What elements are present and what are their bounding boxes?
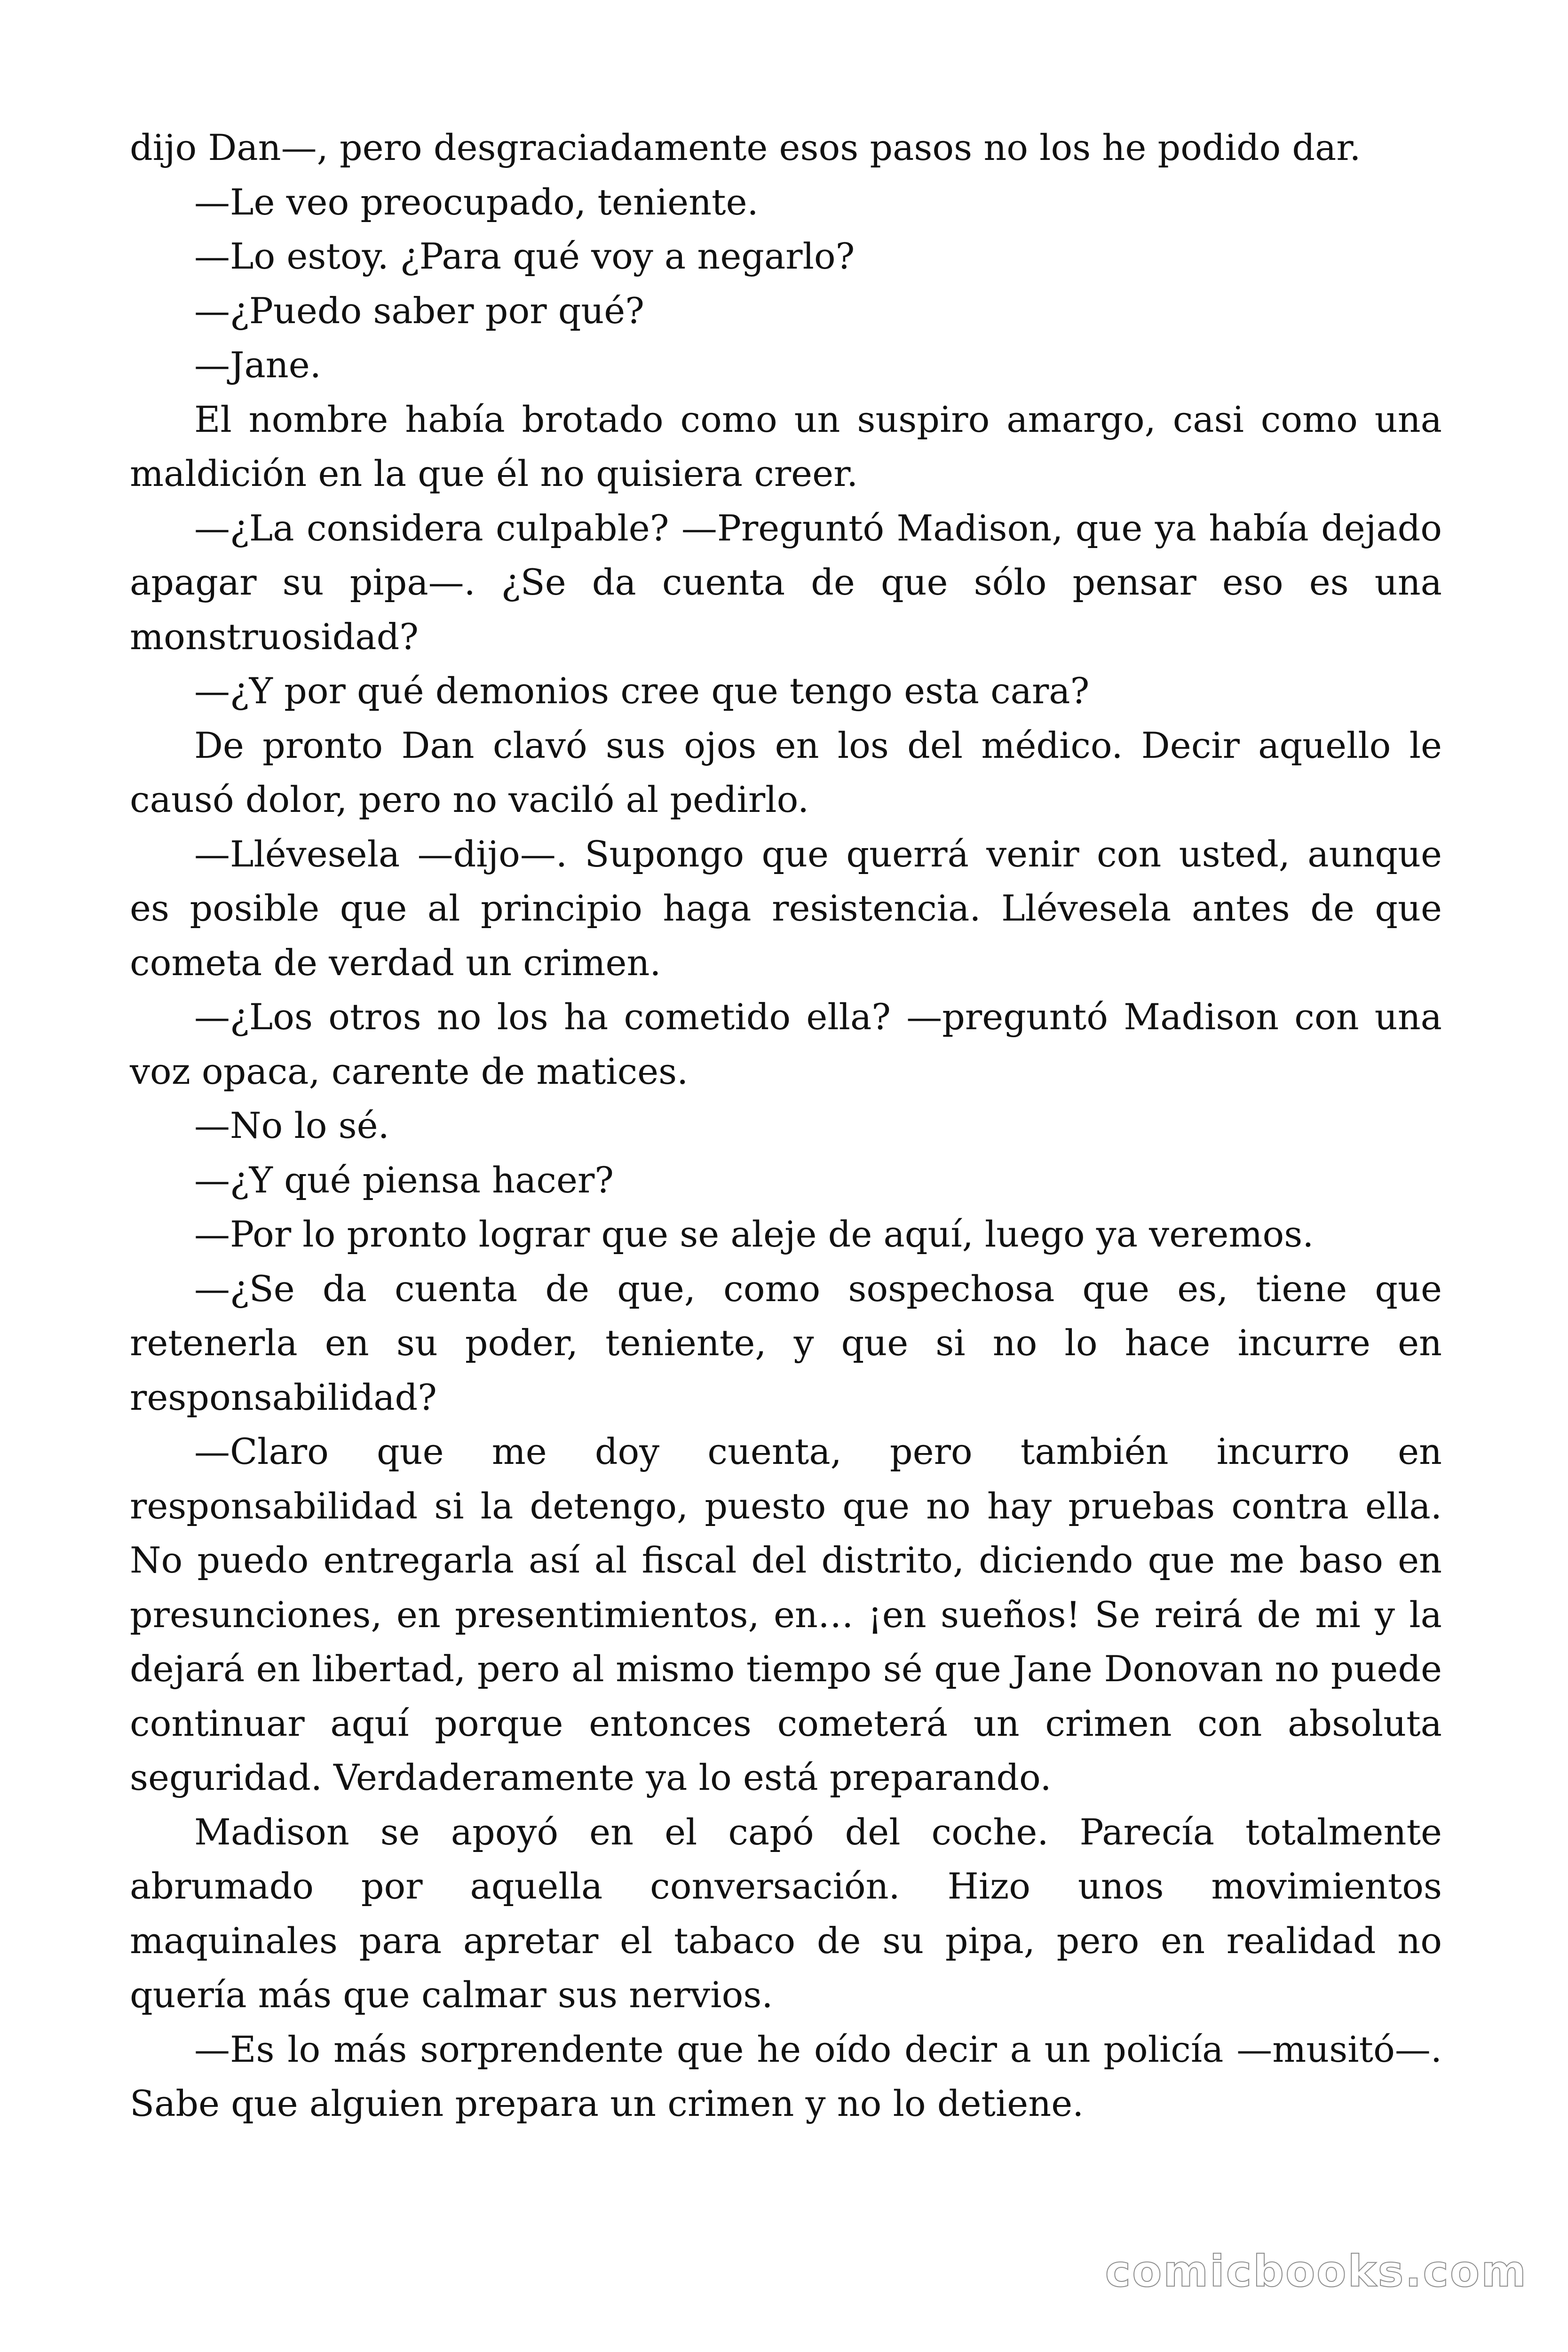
paragraph: —¿Y por qué demonios cree que tengo esta cara? xyxy=(194,670,1090,712)
paragraph: —Lo estoy. ¿Para qué voy a negarlo? xyxy=(194,235,855,277)
paragraph: —Llévesela —dijo—. Supongo que querrá venir con usted, aunque es posible que al principio haga resistencia. Llévesela antes de que cometa de verdad un crimen. xyxy=(130,833,1442,984)
paragraph: —Claro que me doy cuenta, pero también incurro en responsabilidad si la detengo, puesto que no hay pruebas contra ella. No puedo entregarla así al fiscal del distrito, diciendo que me baso en presunciones, en presentimientos, en… ¡en sueños! Se reirá de mi y la dejará en libertad, pero al mismo tiempo sé que Jane Donovan no puede continuar aquí porque entonces cometerá un crimen con absoluta seguridad. Verdaderamente ya lo está preparando. xyxy=(130,1430,1442,1798)
paragraph: —No lo sé. xyxy=(194,1104,389,1146)
paragraph: El nombre había brotado como un suspiro amargo, casi como una maldición en la que él no quisiera creer. xyxy=(130,398,1442,494)
paragraph: —Por lo pronto lograr que se aleje de aquí, luego ya veremos. xyxy=(194,1213,1314,1255)
paragraph: —¿Puedo saber por qué? xyxy=(194,289,645,332)
watermark: comicbooks.com xyxy=(1105,2246,1528,2296)
paragraph: —Le veo preocupado, teniente. xyxy=(194,181,759,223)
page-body xyxy=(130,120,1442,2131)
paragraph: —¿La considera culpable? —Preguntó Madison, que ya había dejado apagar su pipa—. ¿Se da cuenta de que sólo pensar eso es una monstruosidad? xyxy=(130,507,1442,658)
paragraph: De pronto Dan clavó sus ojos en los del médico. Decir aquello le causó dolor, pero no vaciló al pedirlo. xyxy=(130,724,1442,820)
paragraph: —¿Los otros no los ha cometido ella? —preguntó Madison con una voz opaca, carente de matices. xyxy=(130,996,1442,1092)
paragraph: dijo Dan—, pero desgraciadamente esos pasos no los he podido dar. xyxy=(130,127,1361,168)
paragraph: Madison se apoyó en el capó del coche. Parecía totalmente abrumado por aquella conversación. Hizo unos movimientos maquinales para apretar el tabaco de su pipa, pero en realidad no quería más que calmar sus nervios. xyxy=(130,1811,1442,2016)
paragraph: —Es lo más sorprendente que he oído decir a un policía —musitó—. Sabe que alguien prepara un crimen y no lo detiene. xyxy=(130,2028,1442,2124)
paragraph: —Jane. xyxy=(194,344,321,386)
paragraph: —¿Y qué piensa hacer? xyxy=(194,1159,614,1201)
paragraph: —¿Se da cuenta de que, como sospechosa que es, tiene que retenerla en su poder, teniente, y que si no lo hace incurre en responsabilidad? xyxy=(130,1267,1442,1418)
